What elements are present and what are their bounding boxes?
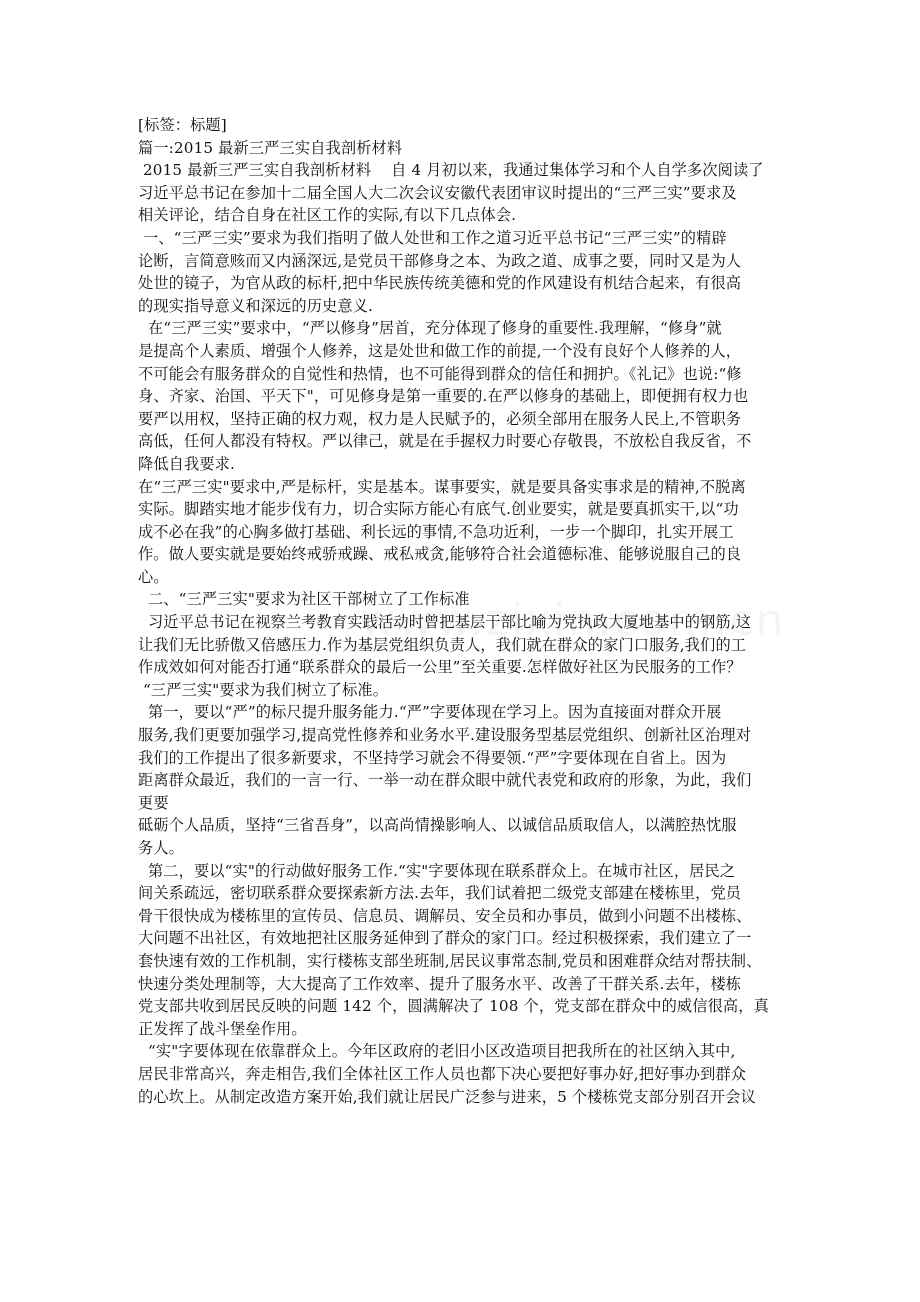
text-line: 间关系疏远，密切联系群众要探索新方法.去年，我们试着把二级党支部建在楼栋里，党员 xyxy=(138,884,742,903)
text-line: 在“三严三实”要求中，“严以修身”居首，充分体现了修身的重要性.我理解，“修身”就 xyxy=(138,319,722,338)
text-line: 快速分类处理制等，大大提高了工作效率、提升了服务水平、改善了干群关系.去年，楼栋 xyxy=(138,974,742,993)
text-line: 相关评论，结合自身在社区工作的实际,有以下几点体会. xyxy=(138,206,517,225)
text-line: 论断，言简意赅而又内涵深远,是党员干部修身之本、为政之道、成事之要，同时又是为人 xyxy=(138,251,742,270)
text-line: 习近平总书记在参加十二届全国人大二次会议安徽代表团审议时提出的“三严三实”要求及 xyxy=(138,183,737,202)
text-line: 是提高个人素质、增强个人修养，这是处世和做工作的前提,一个没有良好个人修养的人， xyxy=(138,341,742,360)
text-line: 的心坎上。从制定改造方案开始,我们就让居民广泛参与进来，5 个楼栋党支部分别召开会议 xyxy=(138,1087,756,1106)
text-line: 正发挥了战斗堡垒作用。 xyxy=(138,1019,307,1038)
text-line: 习近平总书记在视察兰考教育实践活动时曾把基层干部比喻为党执政大厦地基中的钢筋,这 xyxy=(138,613,752,632)
text-line: 2015 最新三严三实自我剖析材料 自 4 月初以来，我通过集体学习和个人自学多次阅读了 xyxy=(138,161,764,180)
text-line: 实际。脚踏实地才能步伐有力，切合实际方能心有底气.创业要实，就是要真抓实干,以“功 xyxy=(138,500,739,519)
text-line: 务人。 xyxy=(138,839,185,857)
text-line: 成不必在我”的心胸多做打基础、利长远的事情,不急功近利，一步一个脚印，扎实开展工 xyxy=(138,522,734,541)
text-line: 大问题不出社区，有效地把社区服务延伸到了群众的家门口。经过积极探索，我们建立了一 xyxy=(138,929,752,948)
text-line: 砥砺个人品质，坚持“三省吾身”，以高尚情操影响人、以诚信品质取信人，以满腔热忱服 xyxy=(138,816,737,835)
text-line: 距离群众最近，我们的一言一行、一举一动在群众眼中就代表党和政府的形象，为此，我们 xyxy=(138,771,752,790)
text-line: 第一，要以“严”的标尺提升服务能力.“严”字要体现在学习上。因为直接面对群众开展 xyxy=(138,703,722,722)
text-line: 高低，任何人都没有特权。严以律己，就是在手握权力时要心存敬畏，不放松自我反省，不 xyxy=(138,432,752,451)
article-title: 篇一:2015 最新三严三实自我剖析材料 xyxy=(138,138,403,157)
text-line: 更要 xyxy=(138,793,169,812)
text-line: 身、齐家、治国、平天下"，可见修身是第一重要的.在严以修身的基础上，即便拥有权力也 xyxy=(138,387,749,406)
tag-line: [标签：标题] xyxy=(138,116,227,134)
text-line: 居民非常高兴，奔走相告,我们全体社区工作人员也都下决心要把好事办好,把好事办到群众 xyxy=(138,1064,747,1083)
text-line: 处世的镜子，为官从政的标杆,把中华民族传统美德和党的作风建设有机结合起来，有很高 xyxy=(138,274,742,293)
document-body xyxy=(138,114,792,1108)
text-line: 作成效如何对能否打通“联系群众的最后一公里”至关重要.怎样做好社区为民服务的工作？ xyxy=(138,658,742,677)
text-line: 党支部共收到居民反映的问题 142 个，圆满解决了 108 个，党支部在群众中的威信很高，真 xyxy=(138,997,769,1016)
text-line: 的现实指导意义和深远的历史意义. xyxy=(138,296,374,315)
text-line: 不可能会有服务群众的自觉性和热情，也不可能得到群众的信任和拥护。《礼记》也说:“修 xyxy=(138,364,742,383)
text-line: 套快速有效的工作机制，实行楼栋支部坐班制,居民议事常态制,党员和困难群众结对帮扶制、 xyxy=(138,951,762,970)
text-line: 骨干很快成为楼栋里的宣传员、信息员、调解员、安全员和办事员，做到小问题不出楼栋、 xyxy=(138,906,752,925)
text-line: “三严三实"要求为我们树立了标准。 xyxy=(138,680,389,699)
text-line: 我们的工作提出了很多新要求，不坚持学习就会不得要领.“严”字要体现在自省上。因为 xyxy=(138,748,727,767)
text-line: “实"字要体现在依靠群众上。今年区政府的老旧小区改造项目把我所在的社区纳入其中, xyxy=(138,1042,736,1061)
text-line: 要严以用权，坚持正确的权力观，权力是人民赋予的，必须全部用在服务人民上,不管职务 xyxy=(138,409,742,428)
text-line: 二、“三严三实"要求为社区干部树立了工作标准 xyxy=(138,590,470,609)
text-line: 在“三严三实"要求中,严是标杆，实是基本。谋事要实，就是要具备实事求是的精神,不脱离 xyxy=(138,477,746,496)
text-line: 让我们无比骄傲又倍感压力.作为基层党组织负责人，我们就在群众的家门口服务,我们的工 xyxy=(138,635,747,654)
text-line: 降低自我要求. xyxy=(138,454,236,473)
text-line: 作。做人要实就是要始终戒骄戒躁、戒私戒贪,能够符合社会道德标准、能够说服自己的良 xyxy=(138,545,742,564)
text-line: 一、“三严三实”要求为我们指明了做人处世和工作之道习近平总书记“三严三实”的精辟 xyxy=(138,228,727,247)
text-line: 心。 xyxy=(138,567,169,586)
text-line: 第二，要以“实"的行动做好服务工作.“实"字要体现在联系群众上。在城市社区，居民之 xyxy=(138,861,736,880)
text-line: 服务,我们更要加强学习,提高党性修养和业务水平.建设服务型基层党组织、创新社区治理对 xyxy=(138,726,752,745)
